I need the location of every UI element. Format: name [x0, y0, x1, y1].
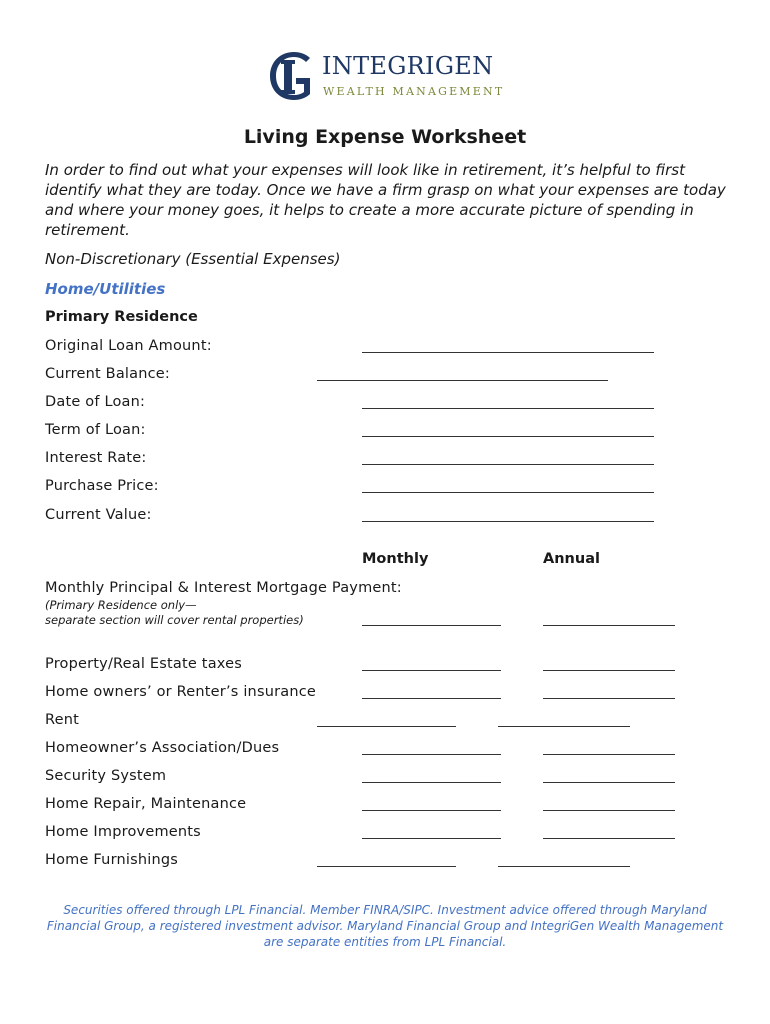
- expense-label-insurance: Home owners’ or Renter’s insurance: [45, 684, 317, 700]
- insurance-annual-input-line[interactable]: [543, 698, 675, 699]
- mortgage-payment-label: Monthly Principal & Interest Mortgage Payment:: [45, 580, 402, 596]
- date-of-loan-input-line[interactable]: [362, 408, 654, 409]
- purchase-price-input-line[interactable]: [362, 492, 654, 493]
- field-label-purchase-price: Purchase Price:: [45, 478, 159, 494]
- hoa-dues-annual-input-line[interactable]: [543, 754, 675, 755]
- property-taxes-annual-input-line[interactable]: [543, 670, 675, 671]
- intro-paragraph: In order to find out what your expenses will look like in retirement, it’s helpful to first identify what they are today. Once we have a firm grasp on what your expenses are today and where your money goes, it helps to create a more accurate picture of spending in retirement.: [45, 161, 726, 239]
- company-logo: [266, 48, 506, 104]
- category-heading: Non-Discretionary (Essential Expenses): [45, 250, 341, 268]
- home-improvements-annual-input-line[interactable]: [543, 838, 675, 839]
- property-taxes-monthly-input-line[interactable]: [362, 670, 501, 671]
- expense-label-home-furnishings: Home Furnishings: [45, 852, 179, 868]
- expense-label-hoa-dues: Homeowner’s Association/Dues: [45, 740, 280, 756]
- field-label-interest-rate: Interest Rate:: [45, 450, 147, 466]
- expense-label-rent: Rent: [45, 712, 80, 728]
- expense-label-home-repair: Home Repair, Maintenance: [45, 796, 247, 812]
- mortgage-annual-input-line[interactable]: [543, 625, 675, 626]
- home-repair-annual-input-line[interactable]: [543, 810, 675, 811]
- subsection-heading: Primary Residence: [45, 309, 198, 325]
- logo-name: INTEGRIGEN: [322, 52, 494, 80]
- hoa-dues-monthly-input-line[interactable]: [362, 754, 501, 755]
- expense-label-property-taxes: Property/Real Estate taxes: [45, 656, 242, 672]
- home-furnishings-annual-input-line[interactable]: [498, 866, 630, 867]
- mortgage-note-line1: (Primary Residence only—: [45, 598, 197, 612]
- expense-label-home-improvements: Home Improvements: [45, 824, 201, 840]
- home-improvements-monthly-input-line[interactable]: [362, 838, 501, 839]
- disclosure-footer: Securities offered through LPL Financial. Member FINRA/SIPC. Investment advice offered through Maryland Financial Group, a registered investment advisor. Maryland Financial Group and IntegriGen Wealth Management are separate entities from LPL Financial.: [46, 903, 724, 949]
- column-header-monthly: Monthly: [362, 551, 429, 567]
- page-title: Living Expense Worksheet: [243, 126, 527, 148]
- security-system-monthly-input-line[interactable]: [362, 782, 501, 783]
- field-label-date-of-loan: Date of Loan:: [45, 394, 146, 410]
- section-heading: Home/Utilities: [45, 280, 166, 298]
- field-label-current-balance: Current Balance:: [45, 366, 170, 382]
- insurance-monthly-input-line[interactable]: [362, 698, 501, 699]
- mortgage-monthly-input-line[interactable]: [362, 625, 501, 626]
- field-label-current-value: Current Value:: [45, 507, 152, 523]
- current-balance-input-line[interactable]: [317, 380, 608, 381]
- interest-rate-input-line[interactable]: [362, 464, 654, 465]
- rent-monthly-input-line[interactable]: [317, 726, 456, 727]
- logo-tagline: WEALTH MANAGEMENT: [323, 85, 505, 98]
- security-system-annual-input-line[interactable]: [543, 782, 675, 783]
- original-loan-input-line[interactable]: [362, 352, 654, 353]
- field-label-term-of-loan: Term of Loan:: [45, 422, 146, 438]
- column-header-annual: Annual: [543, 551, 600, 567]
- field-label-original-loan: Original Loan Amount:: [45, 338, 212, 354]
- rent-annual-input-line[interactable]: [498, 726, 630, 727]
- ig-monogram-icon: [266, 48, 318, 104]
- expense-label-security-system: Security System: [45, 768, 167, 784]
- mortgage-note-line2: separate section will cover rental properties): [45, 613, 304, 627]
- home-furnishings-monthly-input-line[interactable]: [317, 866, 456, 867]
- home-repair-monthly-input-line[interactable]: [362, 810, 501, 811]
- term-of-loan-input-line[interactable]: [362, 436, 654, 437]
- current-value-input-line[interactable]: [362, 521, 654, 522]
